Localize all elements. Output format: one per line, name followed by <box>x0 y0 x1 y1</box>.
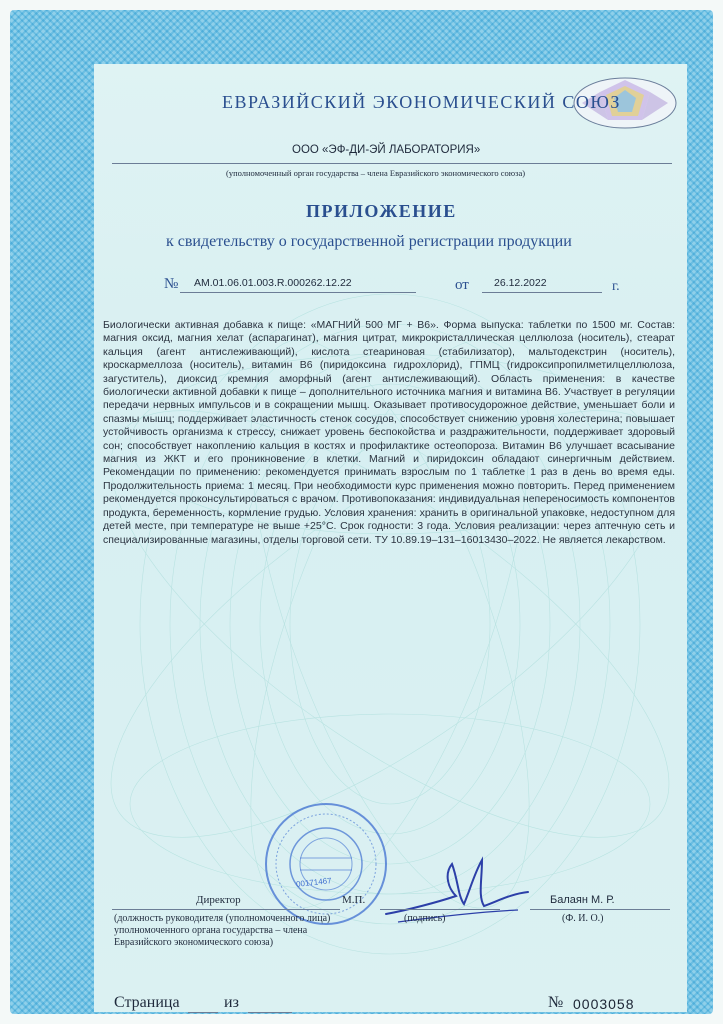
page-number-line <box>188 1012 218 1013</box>
sheet-number-label: № <box>548 994 564 1011</box>
stamp-label: М.П. <box>342 894 366 906</box>
product-description: Биологически активная добавка к пище: «МАГНИЙ 500 МГ + В6». Форма выпуска: таблетки по 1500 мг. Состав: магния оксид, магния хелат (аспарагинат), магния цитрат, микрокристаллическая целлюлоза (носитель), стеарат кальция (агент антислеживающий), кислота стеариновая (стабилизатор), мальтодекстрин (носитель), кроскармеллоза (носитель), витамин В6 (пиридоксина гидрохлорид), ГПМЦ (гидроксипропилметилцеллюлоза, загуститель), диоксид кремния аморфный (агент антислеживающий). Область применения: в качестве биологически активной добавки к пище – дополнительного источника магния и витамина В6. Участвует в регуляции передачи нервных импульсов и в сокращении мышц. Оказывает противосудорожное действие, уменьшает боли и спазмы мышц; поддерживает эластичность стенок сосудов, способствует снижению уровня холестерина; повышает устойчивость организма к стрессу, снижает уровень беспокойства и раздражительности, поддерживает здоровый сон; способствует накоплению кальция в костях и профилактике остеопороза. Витамин В6 улучшает всасывание магния из ЖКТ и его проникновение в клетки. Магний и пиридоксин обладают синергичным действием. Рекомендации по применению: рекомендуется принимать взрослым по 1 таблетке 1 раз в день во время еды. Продолжительность приема: 1 месяц. При необходимости курс применения можно повторить. Перед применением рекомендуется проконсультироваться с врачом. Противопоказания: индивидуальная непереносимость компонентов продукта, беременность, кормление грудью. Условия хранения: хранить в оригинальной упаковке, недоступном для детей месте, при температуре не выше +25°С. Срок годности: 3 года. Условия реализации: через аптечную сеть и специализированные магазины, отделы торговой сети. ТУ 10.89.19–131–16013430–2022. Не является лекарством. <box>103 319 675 546</box>
signer-position: Директор <box>196 894 241 906</box>
document-title: ПРИЛОЖЕНИЕ <box>306 201 457 221</box>
registration-number-underline <box>180 292 416 293</box>
signature-underline-left <box>112 909 340 910</box>
signer-name-note: (Ф. И. О.) <box>562 913 604 924</box>
registration-year-suffix: г. <box>612 279 620 294</box>
registration-date-label: от <box>455 277 469 293</box>
organization-note: (уполномоченный орган государства – члена Евразийского экономического союза) <box>226 168 526 178</box>
union-title: ЕВРАЗИЙСКИЙ ЭКОНОМИЧЕСКИЙ СОЮЗ <box>222 92 621 112</box>
organization-name: ООО «ЭФ-ДИ-ЭЙ ЛАБОРАТОРИЯ» <box>292 144 481 156</box>
signature-underline-right <box>530 909 670 910</box>
signature-underline-middle <box>380 909 500 910</box>
page-label: Страница <box>114 994 180 1011</box>
page-total-line <box>248 1012 292 1013</box>
document-subtitle: к свидетельству о государственной регистрации продукции <box>166 233 572 250</box>
signer-name: Балаян М. Р. <box>550 894 615 906</box>
registration-number: AM.01.06.01.003.R.000262.12.22 <box>194 277 352 289</box>
registration-date-underline <box>482 292 602 293</box>
seal-number: 00171467 <box>295 876 332 889</box>
sheet-number: 0003058 <box>573 996 635 1012</box>
organization-underline <box>112 163 672 164</box>
handwritten-signature-icon <box>378 852 538 932</box>
signer-position-note: (должность руководителя (уполномоченного лица) уполномоченного органа государства – члена Евразийского экономического союза) <box>114 913 331 948</box>
registration-number-label: № <box>164 276 179 292</box>
page-of-label: из <box>224 994 239 1011</box>
signature-note: (подпись) <box>404 913 446 924</box>
registration-date: 26.12.2022 <box>494 277 547 289</box>
